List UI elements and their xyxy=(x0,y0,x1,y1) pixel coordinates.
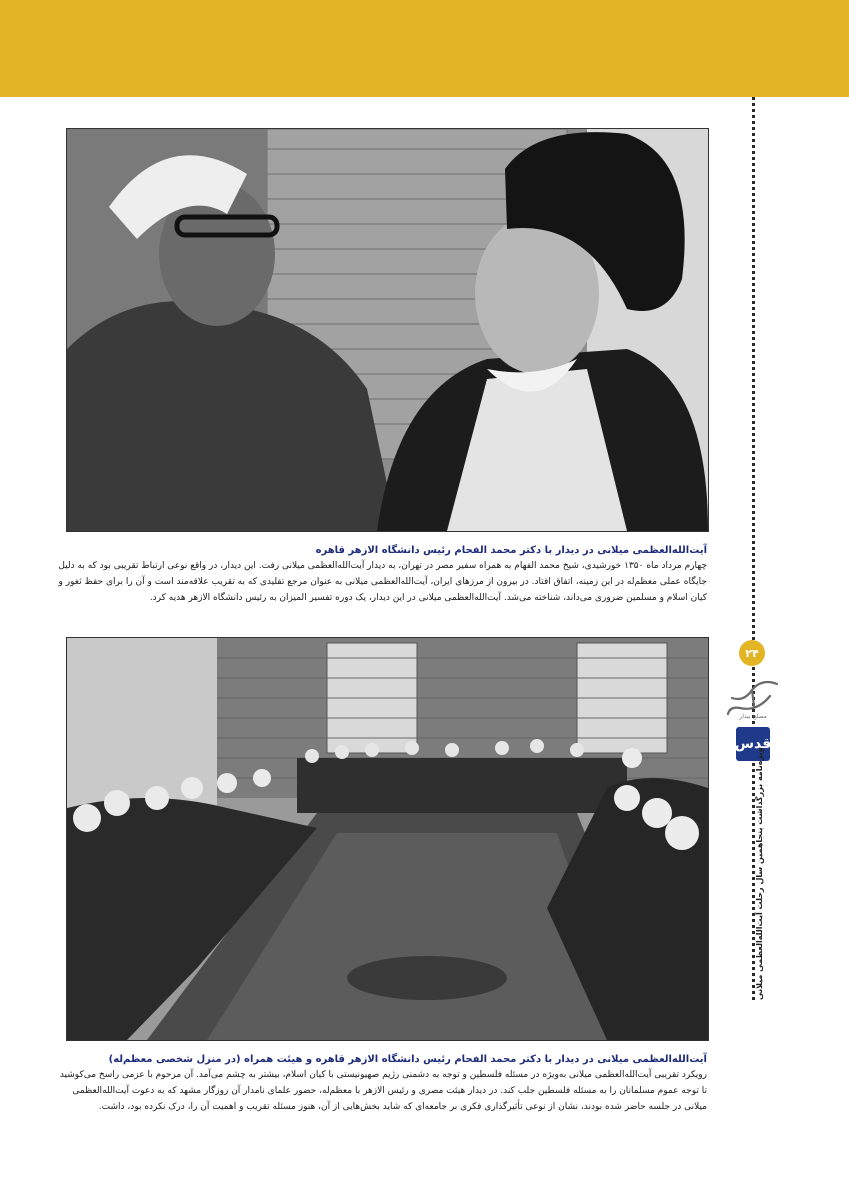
caption-1-title: آیت‌الله‌العظمی میلانی در دیدار با دکتر محمد الفحام رئیس دانشگاه الازهر قاهره xyxy=(315,545,707,556)
caption-2-line-3: میلانی در جلسه حاضر شده بودند، نشان از نوعی تأثیرگذاری فکری بر جامعه‌ای که شاید بخش‌هایی از آن، هنوز مسئله تقریب و اهمیت آن را، درک نکرده بود، داشت. xyxy=(98,1102,707,1112)
photo-group-gathering-carpet-icon xyxy=(67,638,708,1040)
magazine-logo-icon xyxy=(722,676,784,720)
caption-1-line-1: چهارم مرداد ماه ۱۳۵۰ خورشیدی، شیخ محمد الفهام به همراه سفیر مصر در تهران، به دیدار آیت‌الله‌العظمی میلانی رفت. این دیدار، در واقع نوعی ارتباط تقریبی بود که به دلیل xyxy=(58,561,707,571)
page-number: ۲۴ xyxy=(739,640,765,666)
header-band xyxy=(0,0,849,97)
side-title-wrapper xyxy=(755,747,765,1000)
logo-text: مصلح بیدار xyxy=(739,713,767,720)
photo-two-clerics xyxy=(66,128,709,532)
caption-2 xyxy=(59,1053,707,1115)
caption-2-line-2: تا توجه عموم مسلمانان را به مسئله فلسطین جلب کند. در دیدار هیئت مصری و رئیس الازهر با معظم‌له، حضور علمای نامدار آن روزگار مشهد که به دعوت آیت‌الله‌العظمی xyxy=(72,1086,707,1096)
photo-group-gathering xyxy=(66,637,709,1041)
caption-1 xyxy=(58,544,707,606)
side-title: ویژه‌نامه بزرگداشت پنجاهمین سال رحلت آیت‌الله‌العظمی میلانی xyxy=(755,747,764,1000)
caption-1-line-2: جایگاه عملی معظم‌له در این زمینه، اتفاق افتاد. در بیرون از مرزهای ایران، آیت‌الله‌العظمی میلانی به عنوان مرجع تقلیدی که به تقریب علاقه‌مند است و آن را برای حفظ ثغور و xyxy=(58,577,707,587)
photo-two-clerics-conversing-icon xyxy=(67,129,708,531)
caption-2-line-1: رویکرد تقریبی آیت‌الله‌العظمی میلانی به‌ویژه در مسئله فلسطین و توجه به دشمنی رژیم صهیونیستی با کیان اسلام، بیشتر به چشم می‌آمد. آن مرحوم با عزمی راسخ می‌کوشید xyxy=(59,1070,707,1080)
publisher-badge: قدس xyxy=(736,727,770,761)
caption-2-title: آیت‌الله‌العظمی میلانی در دیدار با دکتر محمد الفحام رئیس دانشگاه الازهر قاهره و هیئت همراه (در منزل شخصی معظم‌له) xyxy=(108,1054,707,1065)
caption-1-line-3: کیان اسلام و مسلمین ضروری می‌داند، شناخته می‌شد. آیت‌الله‌العظمی میلانی در این دیدار، یک دوره تفسیر المیزان به رئیس دانشگاه الازهر هدیه کرد. xyxy=(149,593,707,603)
